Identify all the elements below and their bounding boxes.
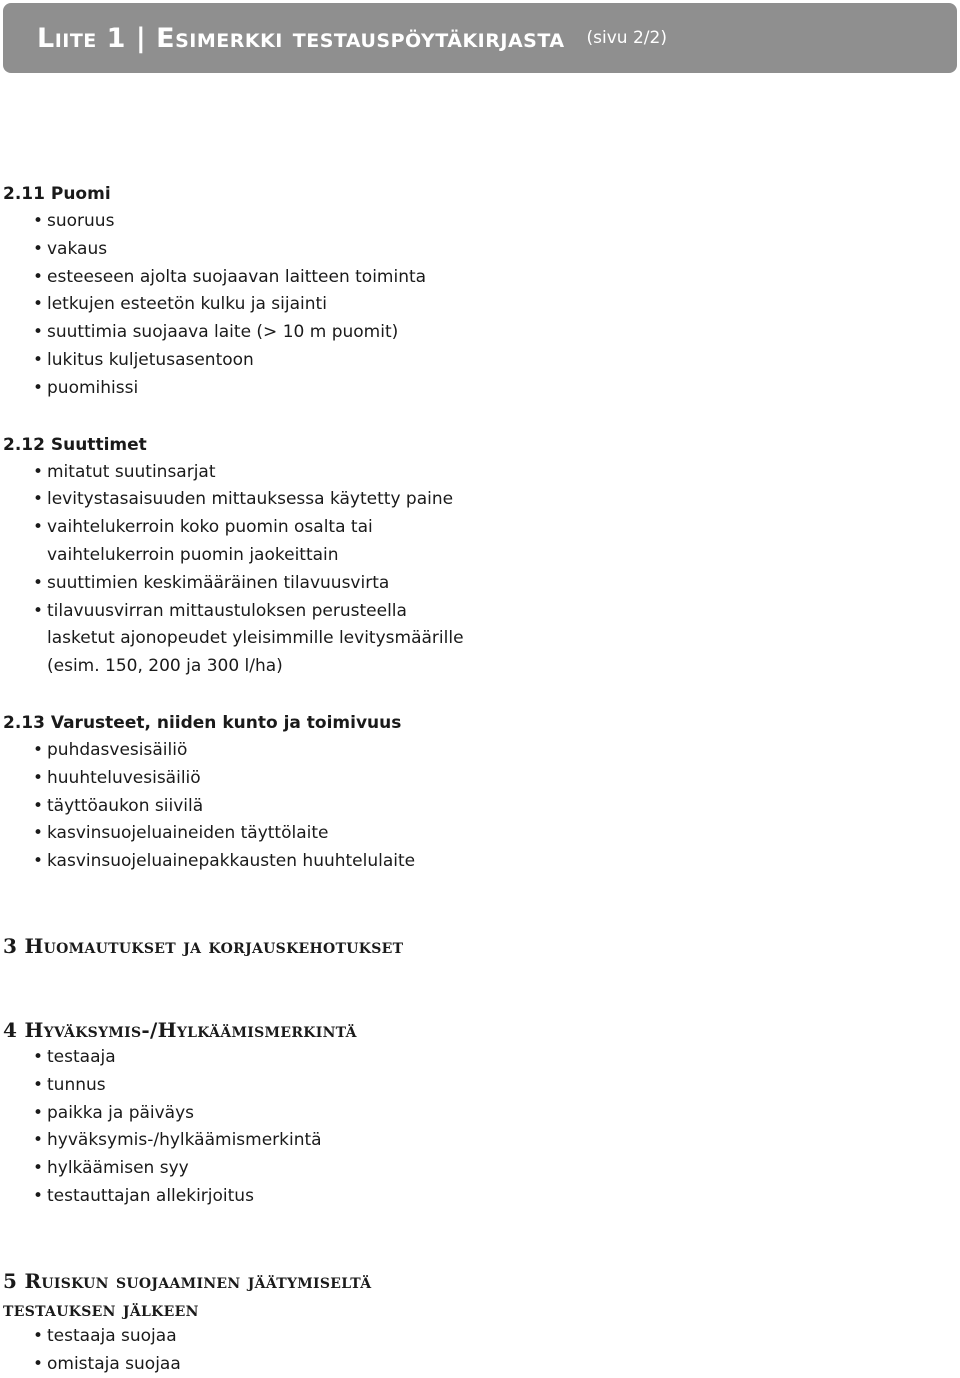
section-2-12-list [3, 459, 903, 681]
section-2-13-title: 2.13 Varusteet, niiden kunto ja toimivuus [3, 712, 402, 733]
list-item: • kasvinsuojeluainepakkausten huuhtelulaite [3, 848, 903, 876]
list-item: • puomihissi [3, 375, 903, 403]
section-5-list [3, 1323, 903, 1378]
list-item: • testaaja [3, 1044, 903, 1072]
bullet-icon: • [33, 1074, 44, 1095]
bullet-icon: • [33, 1046, 44, 1067]
bullet-icon: • [33, 294, 44, 315]
spacer [3, 876, 903, 932]
bullet-icon: • [33, 1102, 44, 1123]
spacer [3, 960, 903, 1016]
page-number: (sivu 2/2) [586, 28, 667, 48]
list-item: • testauttajan allekirjoitus [3, 1183, 903, 1211]
list-item: • tilavuusvirran mittaustuloksen perusteella lasketut ajonopeudet yleisimmille levitysmäärille (esim. 150, 200 ja 300 l/ha) [3, 598, 903, 681]
header-bar [3, 3, 957, 73]
section-5-title-cont: testauksen jälkeen [3, 1296, 199, 1321]
list-item: • mitatut suutinsarjat [3, 459, 903, 487]
list-item: • suoruus [3, 208, 903, 236]
list-item: • levitystasaisuuden mittauksessa käytetty paine [3, 486, 903, 514]
list-item: • hyväksymis-/hylkäämismerkintä [3, 1127, 903, 1155]
list-item: • huuhteluvesisäiliö [3, 765, 903, 793]
list-item: • puhdasvesisäiliö [3, 737, 903, 765]
bullet-icon: • [33, 1130, 44, 1151]
page-title: Liite 1 | Esimerkki testauspöytäkirjasta [37, 22, 565, 54]
bullet-icon: • [33, 1185, 44, 1206]
bullet-icon: • [33, 489, 44, 510]
list-item: • testaaja suojaa [3, 1323, 903, 1351]
bullet-icon: • [33, 377, 44, 398]
bullet-icon: • [33, 211, 44, 231]
spacer [3, 403, 903, 431]
list-item: • vakaus [3, 236, 903, 264]
list-item: • vaihtelukerroin koko puomin osalta tai vaihtelukerroin puomin jaokeittain [3, 514, 903, 570]
section-2-13-list [3, 737, 903, 876]
bullet-icon: • [33, 349, 44, 370]
section-2-11-title: 2.11 Puomi [3, 184, 111, 204]
list-item: • hylkäämisen syy [3, 1155, 903, 1183]
bullet-icon: • [33, 600, 44, 621]
list-item: • suuttimien keskimääräinen tilavuusvirta [3, 570, 903, 598]
spacer [3, 1211, 903, 1267]
bullet-icon: • [33, 1325, 44, 1346]
section-2-11-list [3, 208, 903, 403]
bullet-icon: • [33, 851, 44, 872]
spacer [3, 681, 903, 709]
bullet-icon: • [33, 572, 44, 593]
bullet-icon: • [33, 1158, 44, 1179]
bullet-icon: • [33, 1353, 44, 1374]
section-4-title: 4 Hyväksymis-/Hylkäämismerkintä [3, 1017, 357, 1042]
bullet-icon: • [33, 266, 44, 287]
list-item: • paikka ja päiväys [3, 1100, 903, 1128]
bullet-icon: • [33, 322, 44, 343]
document-body [3, 180, 903, 1378]
bullet-icon: • [33, 238, 44, 259]
bullet-icon: • [33, 823, 44, 844]
section-5-title: 5 Ruiskun suojaaminen jäätymiseltä [3, 1268, 372, 1293]
list-item: • esteeseen ajolta suojaavan laitteen toiminta [3, 264, 903, 292]
bullet-icon: • [33, 461, 44, 482]
section-3-title: 3 Huomautukset ja korjauskehotukset [3, 933, 404, 958]
bullet-icon: • [33, 767, 44, 788]
list-item: • suuttimia suojaava laite (> 10 m puomit) [3, 319, 903, 347]
list-item: • kasvinsuojeluaineiden täyttölaite [3, 820, 903, 848]
bullet-icon: • [33, 739, 44, 760]
list-item: • täyttöaukon siivilä [3, 793, 903, 821]
bullet-icon: • [33, 517, 44, 538]
list-item: • tunnus [3, 1072, 903, 1100]
section-2-12-title: 2.12 Suuttimet [3, 434, 147, 455]
bullet-icon: • [33, 795, 44, 816]
section-4-list [3, 1044, 903, 1211]
list-item: • letkujen esteetön kulku ja sijainti [3, 291, 903, 319]
list-item: • omistaja suojaa [3, 1351, 903, 1378]
list-item: • lukitus kuljetusasentoon [3, 347, 903, 375]
